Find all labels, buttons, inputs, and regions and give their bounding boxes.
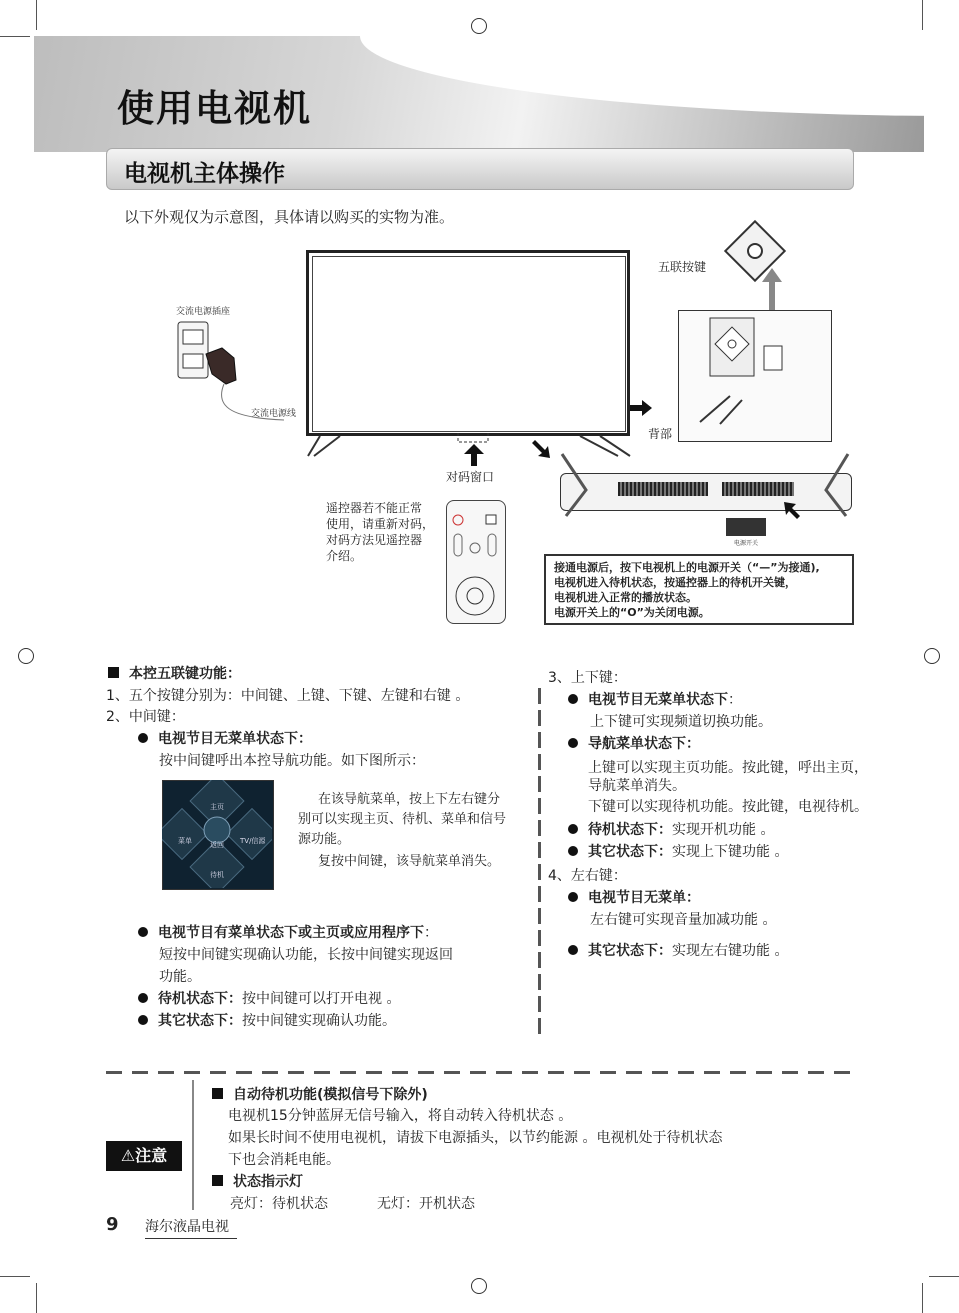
left-bullet-4: [138, 1010, 396, 1032]
registration-mark-icon: [471, 18, 487, 34]
bullet-icon: [138, 733, 148, 743]
bullet-title: 待机状态下：: [588, 822, 672, 838]
left-bullet-1-text: 按中间键呼出本控导航功能。如下图所示：: [159, 753, 425, 769]
indicator-off-text: 无灯：开机状态: [377, 1196, 475, 1212]
left-line-1: 1、五个按键分别为：中间键、上键、下键、左键和右键 。: [106, 688, 470, 704]
power-note-box: [544, 554, 854, 625]
bullet-text: 按中间键实现确认功能。: [242, 1013, 396, 1029]
right-bullet-2-text-3: 下键可以实现待机功能。按此键，电视待机。: [588, 799, 868, 815]
colon: ：: [424, 925, 438, 941]
arrow-up-left-icon: [784, 502, 800, 520]
bullet-title: 导航菜单状态下：: [588, 736, 700, 752]
left-bullet-3: [138, 988, 400, 1010]
bullet-icon: [568, 694, 578, 704]
bullet-icon: [138, 927, 148, 937]
section-divider: [106, 1071, 852, 1074]
ac-socket-label: 交流电源插座: [176, 307, 231, 317]
remote-detail: [446, 500, 504, 622]
bullet-icon: [568, 846, 578, 856]
right-bullet-1: [568, 689, 742, 711]
caution-label: 注意: [135, 1146, 168, 1165]
power-note-line: 电视机进入正常的播放状态。: [554, 591, 697, 604]
arrow-right-icon: [630, 400, 652, 416]
crop-mark: [922, 1283, 923, 1313]
nav-desc-line: 源功能。: [298, 832, 351, 847]
nav-desc-line: 别可以实现主页、待机、菜单和信号: [298, 812, 507, 827]
right-bullet-2: [568, 733, 700, 755]
right-bullet-1-text: 上下键可实现频道切换功能。: [590, 714, 772, 730]
nav-standby-label: 待机: [210, 871, 224, 879]
bullet-title: 电视节目无菜单状态下: [588, 692, 728, 708]
tv-screen: [312, 256, 626, 432]
indicator-heading: [212, 1171, 303, 1193]
bullet-icon: [568, 824, 578, 834]
heading-text: 本控五联键功能：: [129, 666, 241, 682]
right-bullet-5: [568, 887, 700, 909]
bullet-icon: [568, 892, 578, 902]
right-bullet-2-text-1: 上键可以实现主页功能。按此键，呼出主页，: [588, 760, 868, 776]
power-switch-label: 电源开关: [734, 540, 759, 547]
bullet-icon: [138, 1015, 148, 1025]
bullet-text: 实现开机功能 。: [672, 822, 775, 838]
right-bullet-5-text: 左右键可实现音量加减功能 。: [590, 912, 777, 928]
square-bullet-icon: [212, 1175, 223, 1186]
arrow-down-right-icon: [532, 440, 550, 458]
five-key-label: 五联按键: [658, 260, 707, 274]
column-divider: [538, 688, 541, 1038]
crop-mark: [929, 1276, 959, 1277]
colon: ：: [728, 692, 742, 708]
back-label: 背部: [648, 427, 673, 441]
pair-note-line: 使用，请重新对码，: [326, 517, 435, 531]
pair-note-line: 遥控器若不能正常: [326, 501, 423, 515]
bullet-title: 其它状态下：: [158, 1013, 242, 1029]
bullet-title: 电视节目无菜单状态下：: [158, 731, 312, 747]
bullet-title: 电视节目有菜单状态下或主页或应用程序下: [158, 925, 424, 941]
arrow-up-icon: [464, 444, 484, 466]
nav-tv-label: TV/信源: [240, 837, 266, 845]
nav-desc-line: 在该导航菜单，按上下左右键分: [318, 792, 501, 807]
left-bullet-2-text-1: 短按中间键实现确认功能，长按中间键实现返回: [159, 947, 453, 963]
left-bullet-2-text-2: 功能。: [159, 969, 201, 985]
bullet-text: 实现左右键功能 。: [672, 943, 789, 959]
crop-mark: [36, 1283, 37, 1313]
left-line-2: 2、中间键：: [106, 709, 185, 725]
tv-bottom-stand: [556, 450, 856, 520]
pair-note-line: 介绍。: [326, 549, 363, 563]
bullet-text: 实现上下键功能 。: [672, 844, 789, 860]
nav-desc-line: 复按中间键，该导航菜单消失。: [318, 854, 501, 869]
bullet-icon: [568, 738, 578, 748]
crop-mark: [0, 1276, 30, 1277]
back-panel-detail: [680, 312, 830, 438]
bullet-title: 其它状态下：: [588, 943, 672, 959]
bullet-title: 待机状态下：: [158, 991, 242, 1007]
right-heading-4: 4、左右键：: [548, 868, 627, 884]
bullet-icon: [138, 993, 148, 1003]
caution-badge: [106, 1141, 182, 1171]
ac-cord-label: 交流电源线: [251, 409, 297, 419]
right-heading-3: 3、上下键：: [548, 670, 627, 686]
registration-mark-icon: [18, 648, 34, 664]
pair-note: [326, 500, 434, 564]
indicator-on-text: 亮灯：待机状态: [230, 1196, 328, 1212]
crop-mark: [922, 0, 923, 30]
auto-standby-text-2: 如果长时间不使用电视机，请拔下电源插头，以节约能源 。电视机处于待机状态: [228, 1130, 723, 1146]
left-bullet-2: [138, 922, 438, 944]
ir-window-label: 对码窗口: [446, 470, 495, 484]
page-title: 使用电视机: [117, 87, 312, 130]
right-bullet-4: [568, 841, 788, 863]
crop-mark: [36, 0, 37, 30]
auto-standby-heading: [212, 1084, 428, 1106]
pair-note-line: 对码方法见遥控器: [326, 533, 423, 547]
heading-text: 状态指示灯: [233, 1174, 303, 1190]
power-note-line: 电源开关上的“O”为关闭电源。: [554, 606, 710, 619]
right-bullet-2-text-2: 导航菜单消失。: [588, 778, 686, 794]
bullet-title: 电视节目无菜单：: [588, 890, 700, 906]
heading-text: 自动待机功能(模拟信号下除外): [233, 1087, 428, 1103]
bullet-text: 按中间键可以打开电视 。: [242, 991, 401, 1007]
power-note-line: 电视机进入待机状态，按遥控器上的待机开关键，: [554, 576, 796, 589]
caution-divider: [192, 1080, 194, 1210]
crop-mark: [0, 36, 30, 37]
power-switch-icon: [726, 518, 766, 536]
right-bullet-6: [568, 940, 788, 962]
nav-menu-label: 菜单: [178, 837, 192, 845]
power-note-line: 接通电源后，按下电视机上的电源开关（“—”为接通),: [554, 561, 820, 574]
page-number: 9: [106, 1214, 119, 1235]
section-title: 电视机主体操作: [124, 161, 285, 187]
nav-back-label: 返回: [210, 841, 224, 849]
bullet-icon: [568, 945, 578, 955]
square-bullet-icon: [108, 667, 119, 678]
power-plug-icon: [174, 318, 314, 438]
registration-mark-icon: [471, 1278, 487, 1294]
square-bullet-icon: [212, 1088, 223, 1099]
auto-standby-text-1: 电视机15分钟蓝屏无信号输入，将自动转入待机状态 。: [228, 1108, 573, 1124]
intro-text: 以下外观仅为示意图，具体请以购买的实物为准。: [124, 208, 455, 226]
footer-brand: 海尔液晶电视: [145, 1216, 237, 1239]
nav-home-label: 主页: [210, 803, 224, 811]
nav-description: [298, 790, 506, 872]
bullet-title: 其它状态下：: [588, 844, 672, 860]
auto-standby-text-3: 下也会消耗电能。: [228, 1152, 340, 1168]
left-bullet-1: [138, 728, 312, 750]
right-bullet-3: [568, 819, 774, 841]
five-key-heading: [108, 663, 241, 685]
registration-mark-icon: [924, 648, 940, 664]
warning-icon: ⚠: [120, 1146, 136, 1165]
